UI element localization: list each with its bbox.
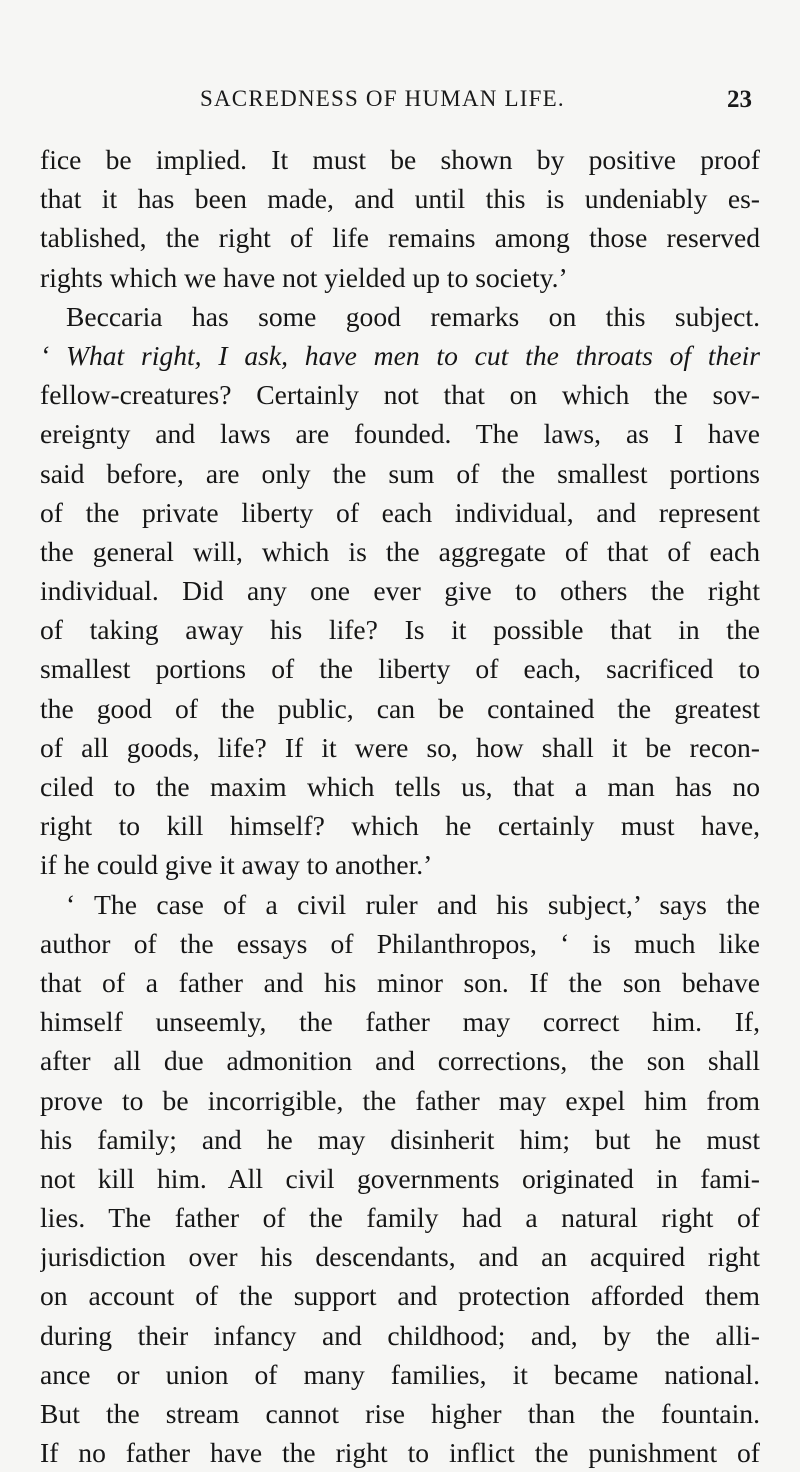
text-line: ciled to the maxim which tells us, that a man has no [40,771,760,802]
running-header-title: SACREDNESS OF HUMAN LIFE. [200,86,565,111]
text-line: that of a father and his minor son. If the son behave [40,966,760,998]
text-line: not kill him. All civil governments originated in fami- [40,1162,760,1194]
text-line: himself unseemly, the father may correct him. If, [40,1006,760,1038]
page-number: 23 [727,86,752,113]
text-line: If no father have the right to inflict the punishment of [40,1437,760,1469]
text-line: ereignty and laws are founded. The laws, as I have [40,418,760,450]
text-line: of the private liberty of each individual, and represent [40,496,760,528]
text-line: prove to be incorrigible, the father may expel him from [40,1084,760,1116]
text-line: individual. Did any one ever give to others the right [40,575,760,607]
text-line: Beccaria has some good remarks on this subject. [66,300,760,332]
text-line: that it has been made, and until this is undeniably es- [40,183,760,215]
text-line: if he could give it away to another.’ [40,849,433,881]
text-line: jurisdiction over his descendants, and an acquired right [40,1241,760,1273]
text-line: tablished, the right of life remains among those reserved [40,222,760,254]
text-line: right to kill himself? which he certainly must have, [40,810,760,842]
text-line: fice be implied. It must be shown by positive proof [40,144,760,175]
text-line: ‘ The case of a civil ruler and his subject,’ says the [66,888,760,920]
text-line-italic: ‘ What right, I ask, have men to cut the throats of their [40,339,760,371]
text-line: the general will, which is the aggregate of that of each [40,535,760,567]
text-line: during their infancy and childhood; and, by the alli- [40,1319,760,1351]
text-line: on account of the support and protection afforded them [40,1280,760,1312]
text-line: of all goods, life? If it were so, how shall it be recon- [40,731,760,763]
text-line: lies. The father of the family had a natural right of [40,1202,760,1234]
text-line: his family; and he may disinherit him; but he must [40,1123,760,1155]
body-text [40,140,760,1472]
text-line: author of the essays of Philanthropos, ‘ is much like [40,927,760,959]
text-line: fellow-creatures? Certainly not that on which the sov- [40,379,760,411]
text-line: rights which we have not yielded up to society.’ [40,261,568,293]
text-line: But the stream cannot rise higher than the fountain. [40,1398,760,1429]
text-line: after all due admonition and corrections, the son shall [40,1045,760,1077]
text-line: the good of the public, can be contained the greatest [40,692,760,724]
text-line: of taking away his life? Is it possible that in the [40,614,760,646]
text-line: ance or union of many families, it became national. [40,1358,760,1390]
text-line: smallest portions of the liberty of each, sacrificed to [40,653,760,685]
text-line: said before, are only the sum of the smallest portions [40,457,760,489]
